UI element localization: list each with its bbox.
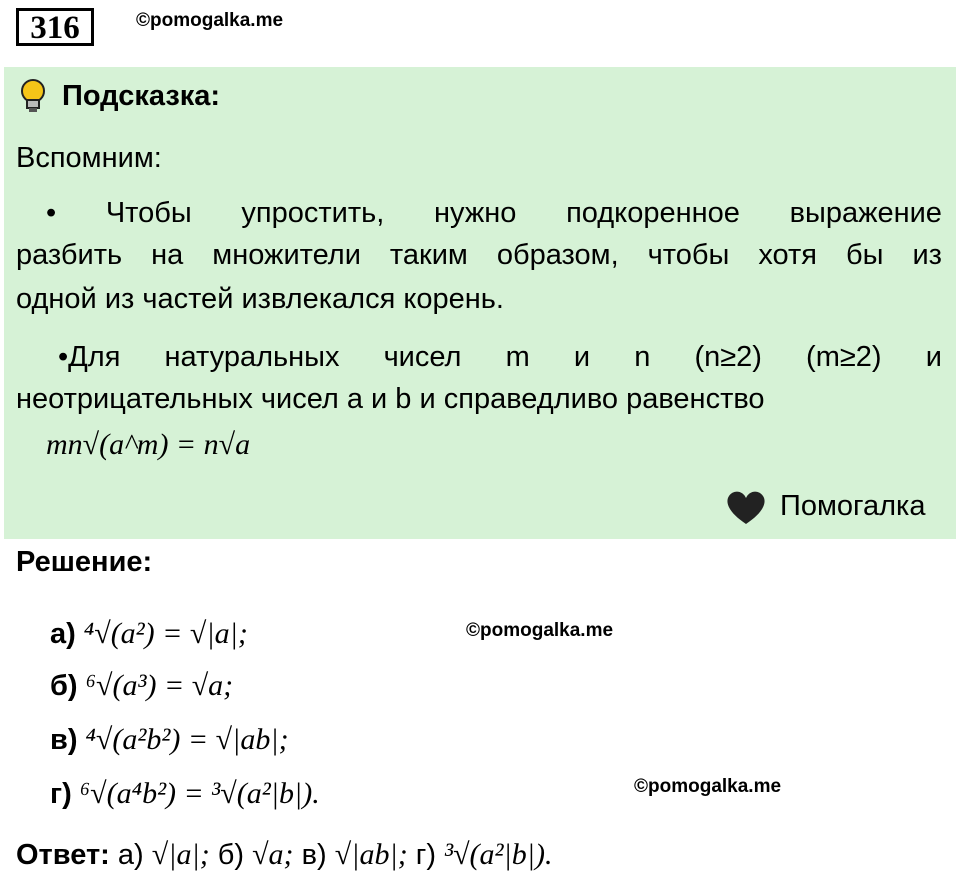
- watermark: ©pomogalka.me: [634, 776, 782, 797]
- word: множители: [212, 239, 361, 271]
- word: хотя: [758, 239, 817, 271]
- solution-item: [50, 718, 289, 762]
- word: из: [912, 239, 942, 271]
- item-expression: ⁶√(a³) = √a;: [85, 669, 234, 702]
- item-label: б): [50, 669, 78, 702]
- word: и: [925, 341, 942, 373]
- word: и: [573, 341, 591, 373]
- word: m: [505, 341, 530, 373]
- answer-part: √|a|;: [151, 838, 210, 871]
- word: разбить: [16, 239, 123, 271]
- item-label: в): [50, 723, 78, 756]
- task-number: 316: [16, 8, 94, 46]
- brand-label: Помогалка: [780, 490, 926, 522]
- answer-part: √a;: [252, 838, 294, 871]
- item-label: а): [50, 617, 76, 650]
- word: нужно: [433, 197, 517, 229]
- word: выражение: [789, 197, 942, 229]
- word: таким: [389, 239, 468, 271]
- item-label: г): [50, 777, 72, 810]
- item-expression: ⁴√(a²b²) = √|ab|;: [85, 723, 289, 756]
- word: чисел: [383, 341, 462, 373]
- solution-title: Решение:: [16, 546, 153, 578]
- word: бы: [845, 239, 884, 271]
- answer-part: √|ab|;: [334, 838, 408, 871]
- answer-part: в): [301, 839, 327, 871]
- word: n: [634, 341, 651, 373]
- watermark: ©pomogalka.me: [136, 10, 284, 31]
- word: подкоренное: [566, 197, 740, 229]
- bullet2-line2: неотрицательных чисел a и b и справедливо равенство: [16, 383, 765, 415]
- bullet1-line3: одной из частей извлекался корень.: [16, 283, 504, 315]
- heart-icon: [724, 488, 768, 526]
- watermark: ©pomogalka.me: [466, 620, 614, 641]
- bullet-marker: •: [46, 197, 57, 229]
- bullet1-line1: [46, 192, 942, 234]
- word: образом,: [496, 239, 619, 271]
- solution-item: [50, 772, 320, 816]
- bullet1-line2: [16, 234, 942, 276]
- solution-item: [50, 612, 248, 656]
- word: чтобы: [647, 239, 730, 271]
- hint-formula: mn√(a^m) = n√a: [46, 428, 251, 461]
- solution-item: [50, 664, 233, 708]
- word: •Для: [58, 341, 121, 373]
- word: (n≥2): [694, 341, 762, 373]
- answer-line: [16, 838, 553, 872]
- hint-title: Подсказка:: [62, 80, 221, 112]
- hint-recall: Вспомним:: [16, 142, 162, 174]
- word: (m≥2): [806, 341, 882, 373]
- word: натуральных: [164, 341, 340, 373]
- lightbulb-icon: [16, 78, 50, 114]
- bullet2-line1: [58, 336, 942, 378]
- answer-part: г): [415, 839, 437, 871]
- word: Чтобы: [105, 197, 192, 229]
- answer-part: а): [117, 839, 144, 871]
- word: на: [151, 239, 184, 271]
- item-expression: ⁶√(a⁴b²) = ³√(a²|b|).: [79, 777, 320, 810]
- item-expression: ⁴√(a²) = √|a|;: [83, 617, 248, 650]
- answer-part: ³√(a²|b|).: [444, 838, 553, 871]
- answer-part: б): [217, 839, 245, 871]
- answer-label: Ответ:: [16, 839, 110, 871]
- word: упростить,: [241, 197, 385, 229]
